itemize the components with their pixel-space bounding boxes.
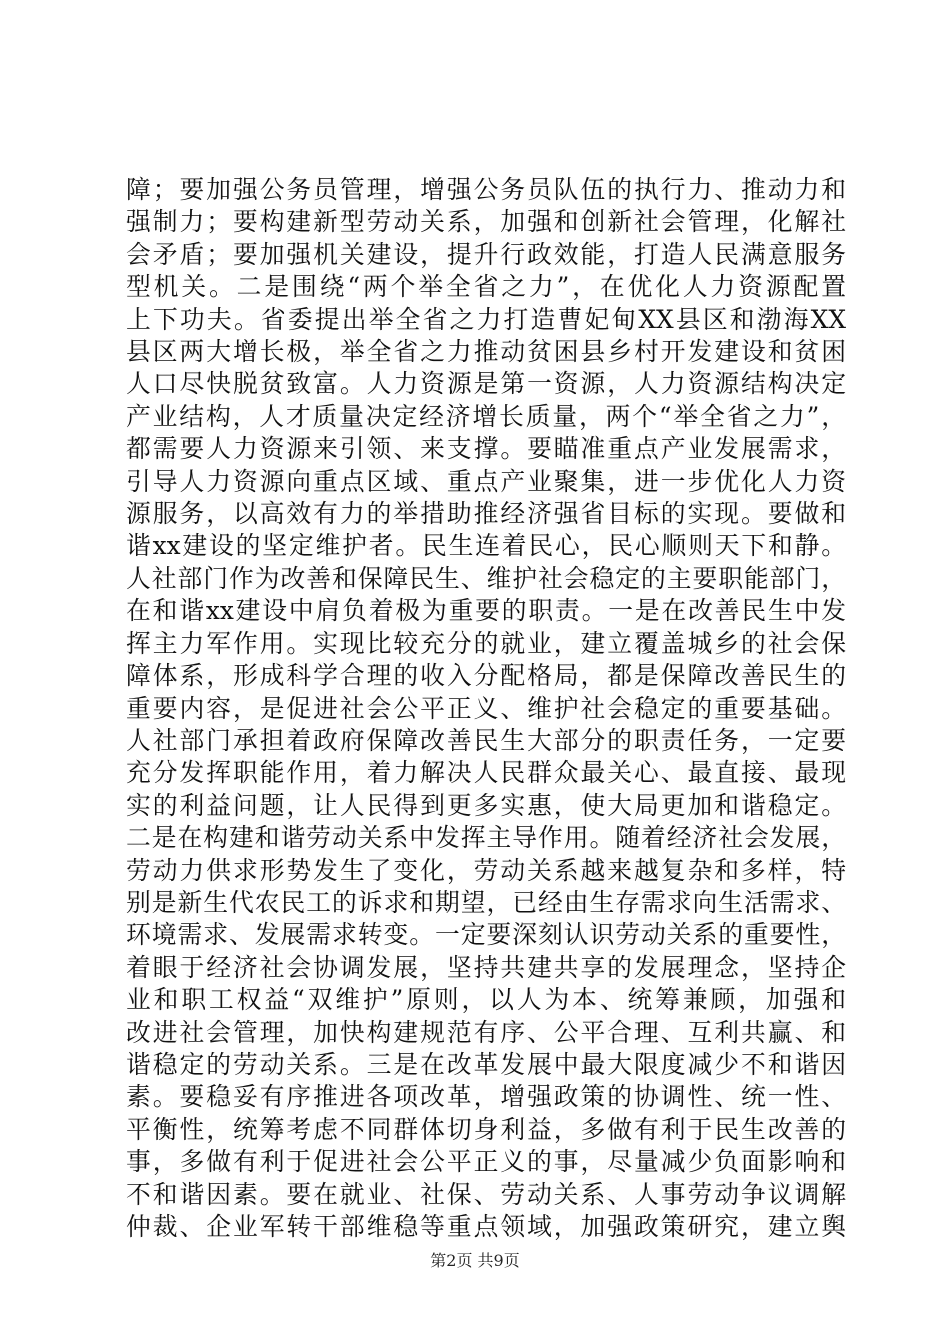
text-line: 谐稳定的劳动关系。三是在改革发展中最大限度减少不和谐因 — [126, 1049, 846, 1079]
text-line: 充分发挥职能作用，着力解决人民群众最关心、最直接、最现 — [126, 758, 846, 788]
text-line: 着眼于经济社会协调发展，坚持共建共享的发展理念，坚持企 — [126, 952, 846, 982]
text-line: 素。要稳妥有序推进各项改革，增强政策的协调性、统一性、 — [126, 1082, 846, 1112]
text-line: 平衡性，统筹考虑不同群体切身利益，多做有利于民生改善的 — [126, 1114, 846, 1144]
text-line: 环境需求、发展需求转变。一定要深刻认识劳动关系的重要性， — [126, 920, 846, 950]
text-line: 都需要人力资源来引领、来支撑。要瞄准重点产业发展需求， — [126, 434, 846, 464]
text-line: 重要内容，是促进社会公平正义、维护社会稳定的重要基础。 — [126, 693, 846, 723]
text-line: 别是新生代农民工的诉求和期望，已经由生存需求向生活需求、 — [126, 887, 846, 917]
text-line: 二是在构建和谐劳动关系中发挥主导作用。随着经济社会发展， — [126, 823, 846, 853]
text-line: 障体系，形成科学合理的收入分配格局，都是保障改善民生的 — [126, 661, 846, 691]
page-footer: 第2页 共9页 — [430, 1251, 520, 1270]
text-line: 谐xx建设的坚定维护者。民生连着民心，民心顺则天下和静。 — [126, 531, 846, 561]
text-line: 强制力；要构建新型劳动关系，加强和创新社会管理，化解社 — [126, 207, 846, 237]
text-line: 人口尽快脱贫致富。人力资源是第一资源，人力资源结构决定 — [126, 369, 846, 399]
body-paragraph — [126, 174, 846, 1243]
text-line: 县区两大增长极，举全省之力推动贫困县乡村开发建设和贫困 — [126, 337, 846, 367]
text-line: 产业结构，人才质量决定经济增长质量，两个“举全省之力”， — [126, 401, 846, 431]
text-line: 改进社会管理，加快构建规范有序、公平合理、互利共赢、和 — [126, 1017, 846, 1047]
text-line: 在和谐xx建设中肩负着极为重要的职责。一是在改善民生中发 — [126, 596, 846, 626]
text-line: 障；要加强公务员管理，增强公务员队伍的执行力、推动力和 — [126, 175, 846, 204]
text-line: 劳动力供求形势发生了变化，劳动关系越来越复杂和多样，特 — [126, 855, 846, 885]
text-line: 源服务，以高效有力的举措助推经济强省目标的实现。要做和 — [126, 499, 846, 529]
text-line: 不和谐因素。要在就业、社保、劳动关系、人事劳动争议调解 — [126, 1179, 846, 1209]
text-line: 仲裁、企业军转干部维稳等重点领域，加强政策研究，建立舆 — [126, 1212, 846, 1241]
text-line: 挥主力军作用。实现比较充分的就业，建立覆盖城乡的社会保 — [126, 628, 846, 658]
text-line: 人社部门作为改善和保障民生、维护社会稳定的主要职能部门， — [126, 563, 846, 593]
text-line: 事，多做有利于促进社会公平正义的事，尽量减少负面影响和 — [126, 1147, 846, 1177]
text-line: 会矛盾；要加强机关建设，提升行政效能，打造人民满意服务 — [126, 239, 846, 269]
text-line: 引导人力资源向重点区域、重点产业聚集，进一步优化人力资 — [126, 466, 846, 496]
text-line: 上下功夫。省委提出举全省之力打造曹妃甸XX县区和渤海XX — [126, 304, 846, 334]
text-line: 型机关。二是围绕“两个举全省之力”，在优化人力资源配置 — [126, 272, 846, 302]
text-line: 实的利益问题，让人民得到更多实惠，使大局更加和谐稳定。 — [126, 790, 846, 820]
text-line: 人社部门承担着政府保障改善民生大部分的职责任务，一定要 — [126, 725, 846, 755]
text-line: 业和职工权益“双维护”原则，以人为本、统筹兼顾，加强和 — [126, 985, 846, 1015]
